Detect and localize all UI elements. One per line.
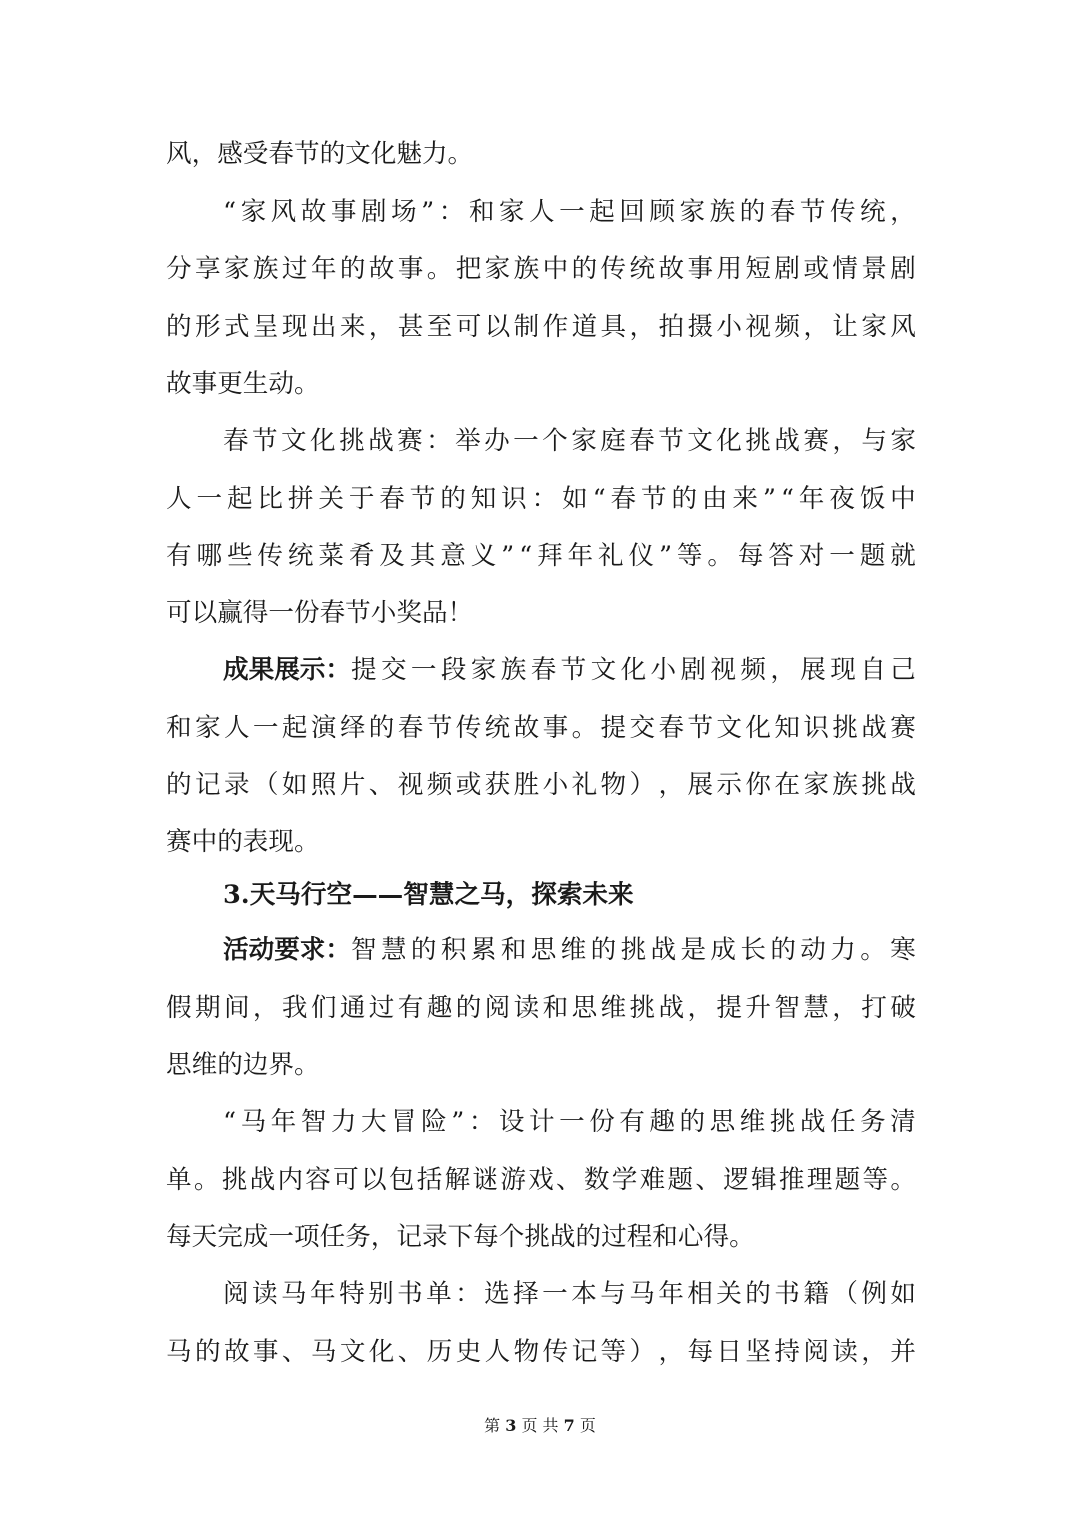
paragraph-line: “ 家 风 故 事 剧 场 ” ： 和 家 人 一 起 回 顾 家 族 的 春 节 传 统 ，: [223, 197, 916, 227]
requirement-paragraph-first-line: [223, 925, 916, 975]
total-page-number: 7: [563, 1416, 575, 1435]
paragraph-line: 风，感受春节的文化魅力。: [166, 139, 474, 169]
paragraph-line: 假 期 间 ， 我 们 通 过 有 趣 的 阅 读 和 思 维 挑 战 ， 提 升 智 慧 ， 打 破: [166, 993, 916, 1023]
section-heading: 3.天马行空——智慧之马，探索未来: [223, 880, 634, 910]
result-paragraph-first-line: [223, 645, 916, 695]
paragraph-line: 春 节 文 化 挑 战 赛 ： 举 办 一 个 家 庭 春 节 文 化 挑 战 赛 ， 与 家: [223, 426, 916, 456]
paragraph-line: 赛中的表现。: [166, 827, 320, 857]
paragraph-line: “ 马 年 智 力 大 冒 险 ” ： 设 计 一 份 有 趣 的 思 维 挑 战 任 务 清: [223, 1107, 916, 1137]
paragraph-line: 人 一 起 比 拼 关 于 春 节 的 知 识 ： 如 “ 春 节 的 由 来 ” “ 年 夜 饭 中: [166, 484, 916, 514]
paragraph-line: 分 享 家 族 过 年 的 故 事 。 把 家 族 中 的 传 统 故 事 用 短 剧 或 情 景 剧: [166, 254, 916, 284]
page-footer: [0, 1414, 1080, 1438]
paragraph-line: 可以赢得一份春节小奖品！: [166, 598, 474, 628]
paragraph-line: 每天完成一项任务，记录下每个挑战的过程和心得。: [166, 1222, 755, 1252]
paragraph-text: 提 交 一 段 家 族 春 节 文 化 小 剧 视 频 ， 展 现 自 己: [350, 655, 916, 685]
footer-middle: 页 共: [521, 1416, 559, 1435]
footer-prefix: 第: [484, 1416, 501, 1435]
paragraph-line: 和 家 人 一 起 演 绎 的 春 节 传 统 故 事 。 提 交 春 节 文 化 知 识 挑 战 赛: [166, 713, 916, 743]
paragraph-text: 智 慧 的 积 累 和 思 维 的 挑 战 是 成 长 的 动 力 。 寒: [350, 935, 916, 965]
requirement-label: 活动要求：: [223, 935, 351, 965]
paragraph-line: 思维的边界。: [166, 1050, 320, 1080]
paragraph-line: 单 。 挑 战 内 容 可 以 包 括 解 谜 游 戏 、 数 学 难 题 、 逻 辑 推 理 题 等 。: [166, 1165, 916, 1195]
result-label: 成果展示：: [223, 655, 351, 685]
current-page-number: 3: [505, 1416, 517, 1435]
paragraph-line: 阅 读 马 年 特 别 书 单 ： 选 择 一 本 与 马 年 相 关 的 书 籍 （ 例 如: [223, 1279, 916, 1309]
paragraph-line: 的 形 式 呈 现 出 来 ， 甚 至 可 以 制 作 道 具 ， 拍 摄 小 视 频 ， 让 家 风: [166, 312, 916, 342]
footer-suffix: 页: [579, 1416, 596, 1435]
paragraph-line: 故事更生动。: [166, 369, 320, 399]
paragraph-line: 马 的 故 事 、 马 文 化 、 历 史 人 物 传 记 等 ） ， 每 日 坚 持 阅 读 ， 并: [166, 1337, 916, 1367]
paragraph-line: 有 哪 些 传 统 菜 肴 及 其 意 义 ” “ 拜 年 礼 仪 ” 等 。 每 答 对 一 题 就: [166, 541, 916, 571]
paragraph-line: 的 记 录 （ 如 照 片 、 视 频 或 获 胜 小 礼 物 ） ， 展 示 你 在 家 族 挑 战: [166, 770, 916, 800]
